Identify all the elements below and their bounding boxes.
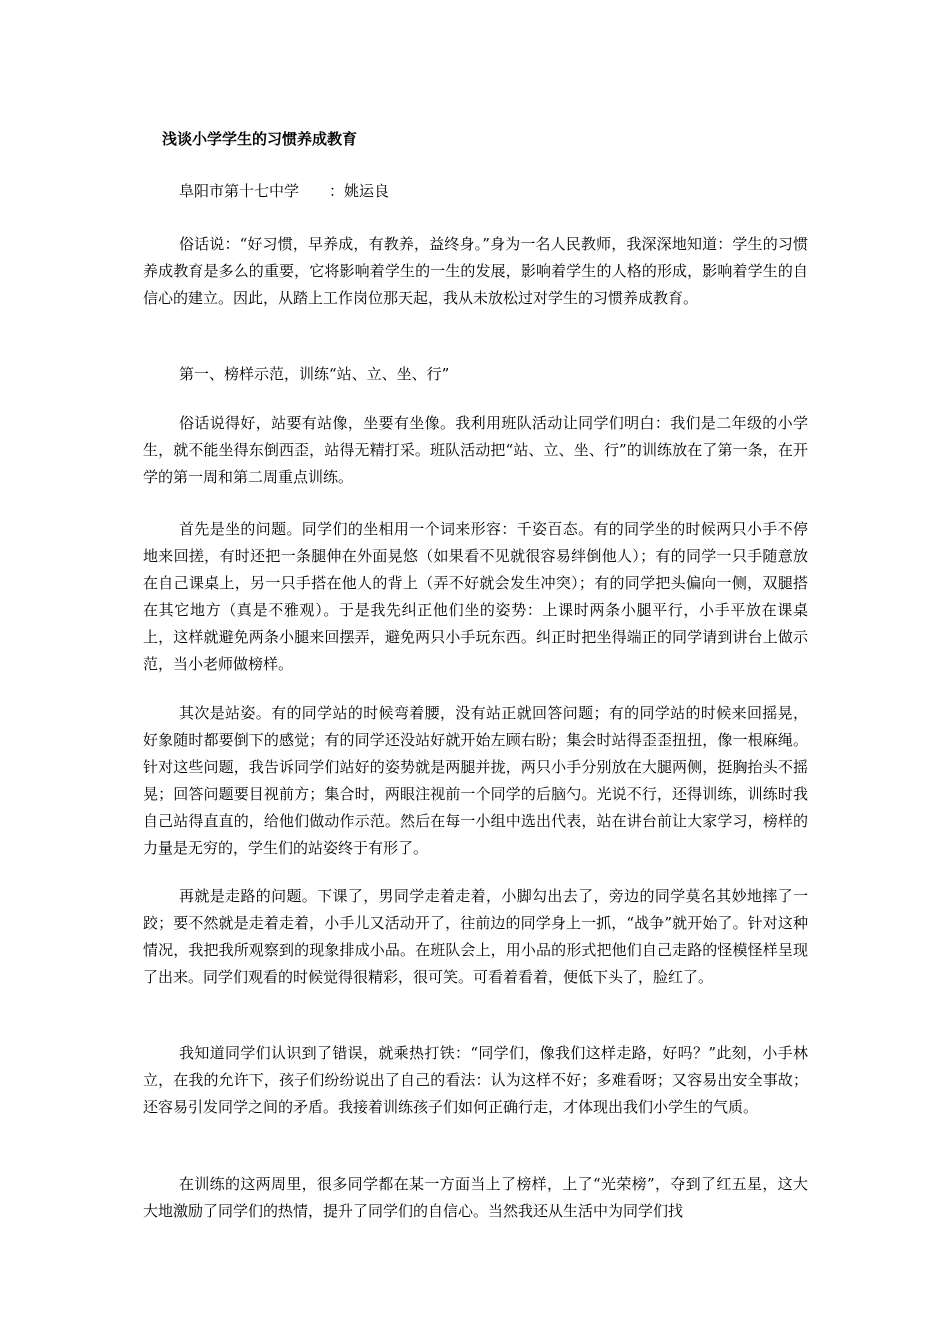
paragraph-sitting: 首先是坐的问题。同学们的坐相用一个词来形容：千姿百态。有的同学坐的时候两只小手不停地来回搓，有时还把一条腿伸在外面晃悠（如果看不见就很容易绊倒他人）；有的同学一只手随意放在自己课桌上，另一只手搭在他人的背上（弄不好就会发生冲突）；有的同学把头偏向一侧，双腿搭在其它地方（真是不雅观）。于是我先纠正他们坐的姿势：上课时两条小腿平行，小手平放在课桌上，这样就避免两条小腿来回摆弄，避免两只小手玩东西。纠正时把坐得端正的同学请到讲台上做示范，当小老师做榜样。 xyxy=(143,520,808,673)
document-title: 浅谈小学学生的习惯养成教育 xyxy=(162,130,358,148)
paragraph-walking: 再就是走路的问题。下课了，男同学走着走着，小脚勾出去了，旁边的同学莫名其妙地摔了一跤；要不然就是走着走着，小手儿又活动开了，往前边的同学身上一抓，“战争”就开始了。针对这种情况，我把我所观察到的现象排成小品。在班队会上，用小品的形式把他们自己走路的怪模怪样呈现了出来。同学们观看的时候觉得很精彩，很可笑。可看着看着，便低下头了，脸红了。 xyxy=(143,887,808,986)
paragraph-standing: 其次是站姿。有的同学站的时候弯着腰，没有站正就回答问题；有的同学站的时候来回摇晃，好象随时都要倒下的感觉；有的同学还没站好就开始左顾右盼；集会时站得歪歪扭扭，像一根麻绳。针对这些问题，我告诉同学们站好的姿势就是两腿并拢，两只小手分别放在大腿两侧，挺胸抬头不摇晃；回答问题要目视前方；集合时，两眼注视前一个同学的后脑勺。光说不行，还得训练，训练时我自己站得直直的，给他们做动作示范。然后在每一小组中选出代表，站在讲台前让大家学习，榜样的力量是无穷的，学生们的站姿终于有形了。 xyxy=(143,704,808,857)
paragraph-intro: 俗话说：“好习惯，早养成，有教养，益终身。”身为一名人民教师，我深深地知道：学生的习惯养成教育是多么的重要，它将影响着学生的一生的发展，影响着学生的人格的形成，影响着学生的自信心的建立。因此，从踏上工作岗位那天起，我从未放松过对学生的习惯养成教育。 xyxy=(143,235,808,307)
paragraph-results: 在训练的这两周里，很多同学都在某一方面当上了榜样，上了“光荣榜”，夺到了红五星，这大大地激励了同学们的热情，提升了同学们的自信心。当然我还从生活中为同学们找 xyxy=(143,1175,808,1220)
paragraph-correction: 我知道同学们认识到了错误，就乘热打铁：“同学们，像我们这样走路，好吗？”此刻，小手林立，在我的允许下，孩子们纷纷说出了自己的看法：认为这样不好；多难看呀；又容易出安全事故；还容易引发同学之间的矛盾。我接着训练孩子们如何正确行走，才体现出我们小学生的气质。 xyxy=(143,1044,808,1116)
section-heading: 第一、榜样示范，训练“站、立、坐、行” xyxy=(179,365,450,383)
author-separator: ： xyxy=(329,182,345,200)
author-line xyxy=(179,180,389,202)
paragraph-posture-overview: 俗话说得好，站要有站像，坐要有坐像。我利用班队活动让同学们明白：我们是二年级的小学生，就不能坐得东倒西歪，站得无精打采。班队活动把“站、立、坐、行”的训练放在了第一条，在开学的第一周和第二周重点训练。 xyxy=(143,414,808,486)
author-school: 阜阳市第十七中学 xyxy=(179,182,300,200)
author-name: 姚运良 xyxy=(344,182,390,200)
